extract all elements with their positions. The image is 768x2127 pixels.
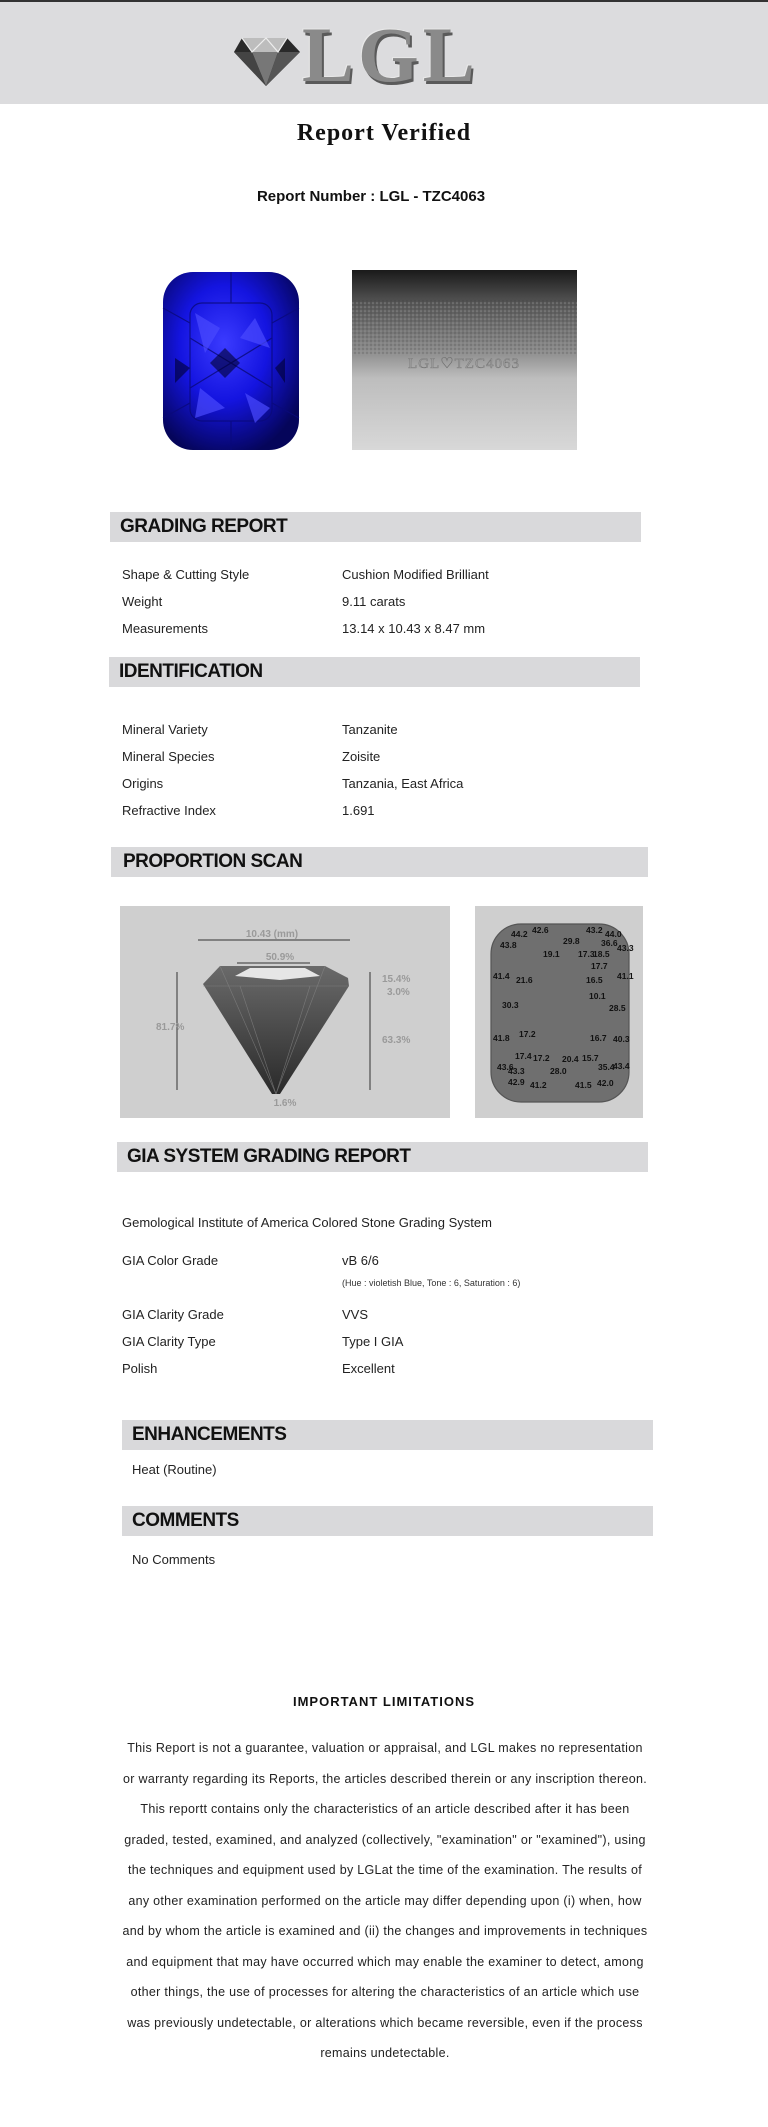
grading-report-header: GRADING REPORT [110,512,641,542]
enhancements-header: ENHANCEMENTS [122,1420,653,1450]
inscription-photo [352,270,577,450]
top-view-measure: 36.6 [601,938,618,948]
top-view-measure: 44.0 [605,929,622,939]
top-view-measure: 41.5 [575,1080,592,1090]
gia-report-header: GIA SYSTEM GRADING REPORT [117,1142,648,1172]
mineral-variety-value: Tanzanite [342,722,398,737]
top-view-measure: 43.8 [500,940,517,950]
gia-clarity-type-value: Type I GIA [342,1334,404,1349]
gia-clarity-type-label: GIA Clarity Type [122,1334,216,1349]
top-view-measure: 43.2 [586,925,603,935]
top-view-measure: 41.4 [493,971,510,981]
measurements-value: 13.14 x 10.43 x 8.47 mm [342,621,486,636]
top-view-measure: 41.1 [617,971,634,981]
enhancements-value: Heat (Routine) [132,1462,217,1477]
inscription-text: LGL♡TZC4063 [408,356,520,372]
logo-text: LGL [302,11,479,98]
refractive-index-label: Refractive Index [122,803,216,818]
gia-color-grade-detail: (Hue : violetish Blue, Tone : 6, Saturation : 6) [342,1278,521,1288]
weight-label: Weight [122,594,163,609]
top-view-measure: 42.9 [508,1077,525,1087]
comments-header: COMMENTS [122,1506,653,1536]
top-view-measure: 43.3 [508,1066,525,1076]
top-view-measure: 16.5 [586,975,603,985]
top-view-measure: 40.3 [613,1034,630,1044]
crown-label: 15.4% [382,974,411,985]
top-view-measure: 17.7 [591,961,608,971]
identification-header: IDENTIFICATION [109,657,640,687]
table-label: 50.9% [265,952,295,963]
proportion-side-view [120,906,450,1118]
top-view-measure: 43.4 [613,1061,630,1071]
top-view-measure: 41.8 [493,1033,510,1043]
top-view-measure: 28.5 [609,1003,626,1013]
top-view-measure: 44.2 [511,929,528,939]
origins-value: Tanzania, East Africa [342,776,464,791]
report-number: Report Number : LGL - TZC4063 [256,188,486,205]
mineral-variety-label: Mineral Variety [122,722,208,737]
girdle-label: 3.0% [387,987,410,998]
top-view-measure: 42.0 [597,1078,614,1088]
measurements-label: Measurements [122,621,208,636]
top-view-measure: 35.4 [598,1062,615,1072]
top-view-measure: 28.0 [550,1066,567,1076]
top-view-measure: 17.4 [515,1051,532,1061]
culet-label: 1.6% [273,1098,297,1109]
origins-label: Origins [122,776,164,791]
site-header [0,2,768,104]
polish-value: Excellent [342,1361,395,1376]
top-view-measure: 19.1 [543,949,560,959]
top-view-measure: 17.3 [578,949,595,959]
top-view-measure: 18.5 [593,949,610,959]
top-view-measure: 43.6 [497,1062,514,1072]
comments-value: No Comments [132,1552,216,1567]
gia-color-grade-value: vB 6/6 [342,1253,379,1268]
lgl-logo[interactable] [232,11,492,98]
limitations-text: This Report is not a guarantee, valuation or appraisal, and LGL makes no representation or warranty regarding its Reports, the articles described therein or any inscription thereon. This reportt contains only the characteristics of an article described after it has been graded, tested, examined, and analyzed (collectively, "examination" or "examined"), using the techniques and equipment used by LGLat the time of the examination. The results of any other examination performed on the article may differ depending upon (i) when, how and by whom the article is examined and (ii) the changes and improvements in techniques and equipment that may have occurred which may enable the examiner to detect, among other things, the use of processes for altering the characteristics of an article which use was previously undetectable, or alterations which became reversible, even if the process remains undetectable. [122,1741,648,2060]
top-view-measure: 29.8 [563,936,580,946]
diamond-icon [232,28,302,88]
gia-system-name: Gemological Institute of America Colored Stone Grading System [122,1215,492,1230]
gia-color-grade-label: GIA Color Grade [122,1253,219,1268]
proportion-scan-header: PROPORTION SCAN [111,847,648,877]
gemstone-image [135,268,325,458]
width-label: 10.43 (mm) [245,929,299,940]
top-view-measure: 10.1 [589,991,606,1001]
proportion-top-view [475,906,643,1118]
limitations-heading: IMPORTANT LIMITATIONS [292,1694,476,1709]
weight-value: 9.11 carats [342,594,406,609]
top-view-measure: 21.6 [516,975,533,985]
shape-label: Shape & Cutting Style [122,567,250,582]
mineral-species-value: Zoisite [342,749,381,764]
top-view-measure: 42.6 [532,925,549,935]
page-title: Report Verified [296,120,472,146]
top-view-measure: 41.2 [530,1080,547,1090]
gia-clarity-grade-value: VVS [342,1307,369,1322]
depth-label: 81.7% [156,1022,185,1033]
top-view-measure: 17.2 [519,1029,536,1039]
polish-label: Polish [122,1361,158,1376]
pavilion-label: 63.3% [382,1035,411,1046]
refractive-index-value: 1.691 [342,803,375,818]
top-view-measure: 20.4 [562,1054,579,1064]
top-view-measure: 16.7 [590,1033,607,1043]
top-view-measure: 30.3 [502,1000,519,1010]
shape-value: Cushion Modified Brilliant [342,567,489,582]
top-view-measure: 17.2 [533,1053,550,1063]
gia-clarity-grade-label: GIA Clarity Grade [122,1307,224,1322]
top-view-measure: 15.7 [582,1053,599,1063]
mineral-species-label: Mineral Species [122,749,215,764]
top-view-measure: 43.3 [617,943,634,953]
